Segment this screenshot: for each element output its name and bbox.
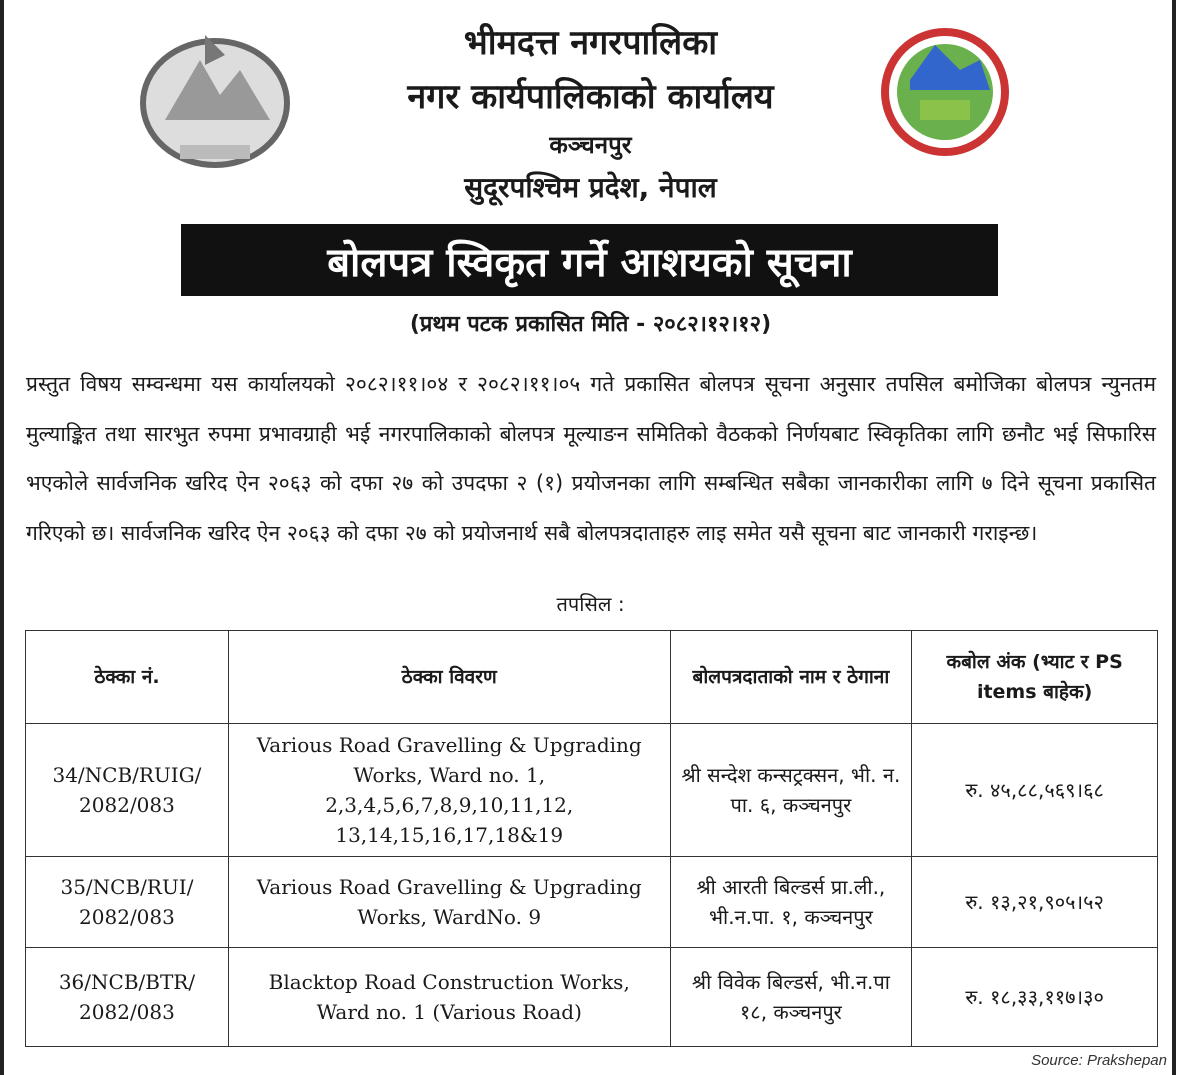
notice-title-banner: बोलपत्र स्विकृत गर्ने आशयको सूचना [181, 224, 998, 296]
bid-amount: रु. १८,३३,११७।३० [912, 948, 1158, 1047]
bid-table [25, 630, 1158, 1047]
province-name: सुदूरपश्चिम प्रदेश, नेपाल [464, 171, 717, 204]
contract-description: Various Road Gravelling & Upgrading Works, WardNo. 9 [228, 857, 670, 948]
table-header-row [26, 631, 1158, 724]
notice-body: प्रस्तुत विषय सम्वन्धमा यस कार्यालयको २०८२।११।०४ र २०८२।११।०५ गते प्रकासित बोलपत्र सूचना अनुसार तपसिल बमोजिका बोलपत्र न्युनतम मुल्याङ्कित तथा सारभुत रुपमा प्रभावग्राही भई नगरपालिकाको बोलपत्र मूल्याङन समितिको वैठकको निर्णयबाट स्विकृतिका लागि छनौट भई सिफारिस भएकोले सार्वजनिक खरिद ऐन २०६३ को दफा २७ को उपदफा २ (१) प्रयोजनका लागि सम्बन्धित सबैका जानकारीका लागि ७ दिने सूचना प्रकासित गरिएको छ। सार्वजनिक खरिद ऐन २०६३ को दफा २७ को प्रयोजनार्थ सबै बोलपत्रदाताहरु लाइ समेत यसै सूचना बाट जानकारी गराइन्छ। [26, 372, 1156, 545]
contract-description: Various Road Gravelling & Upgrading Works, Ward no. 1, 2,3,4,5,6,7,8,9,10,11,12, 13,14,15,16,17,18&19 [228, 724, 670, 857]
header-contract-description: ठेक्का विवरण [228, 631, 670, 724]
municipality-name: भीमदत्त नगरपालिका [463, 23, 718, 63]
table-row [26, 948, 1158, 1047]
source-credit: Source: Prakshepan [1031, 1052, 1167, 1069]
right-border [1172, 0, 1176, 1075]
table-row [26, 857, 1158, 948]
bidder: श्री सन्देश कन्सट्रक्सन, भी. न. पा. ६, कञ्चनपुर [670, 724, 912, 857]
header-bid-amount: कबोल अंक (भ्याट र PS items बाहेक) [912, 631, 1158, 724]
bidder: श्री विवेक बिल्डर्स, भी.न.पा १८, कञ्चनपुर [670, 948, 912, 1047]
tapsil-label: तपसिल : [556, 592, 625, 616]
table-row [26, 724, 1158, 857]
office-name: नगर कार्यपालिकाको कार्यालय [407, 77, 774, 117]
contract-no: 36/NCB/BTR/ 2082/083 [26, 948, 229, 1047]
publish-date: (प्रथम पटक प्रकासित मिति - २०८२।१२।१२) [409, 312, 772, 337]
contract-description: Blacktop Road Construction Works, Ward no. 1 (Various Road) [228, 948, 670, 1047]
bid-amount: रु. १३,२१,९०५।५२ [912, 857, 1158, 948]
contract-no: 35/NCB/RUI/ 2082/083 [26, 857, 229, 948]
bid-amount: रु. ४५,८८,५६९।६८ [912, 724, 1158, 857]
contract-no: 34/NCB/RUIG/ 2082/083 [26, 724, 229, 857]
header-bidder: बोलपत्रदाताको नाम र ठेगाना [670, 631, 912, 724]
header-contract-no: ठेक्का नं. [26, 631, 229, 724]
district-name: कञ्चनपुर [549, 131, 632, 159]
left-border [0, 0, 4, 1075]
bidder: श्री आरती बिल्डर्स प्रा.ली., भी.न.पा. १, कञ्चनपुर [670, 857, 912, 948]
